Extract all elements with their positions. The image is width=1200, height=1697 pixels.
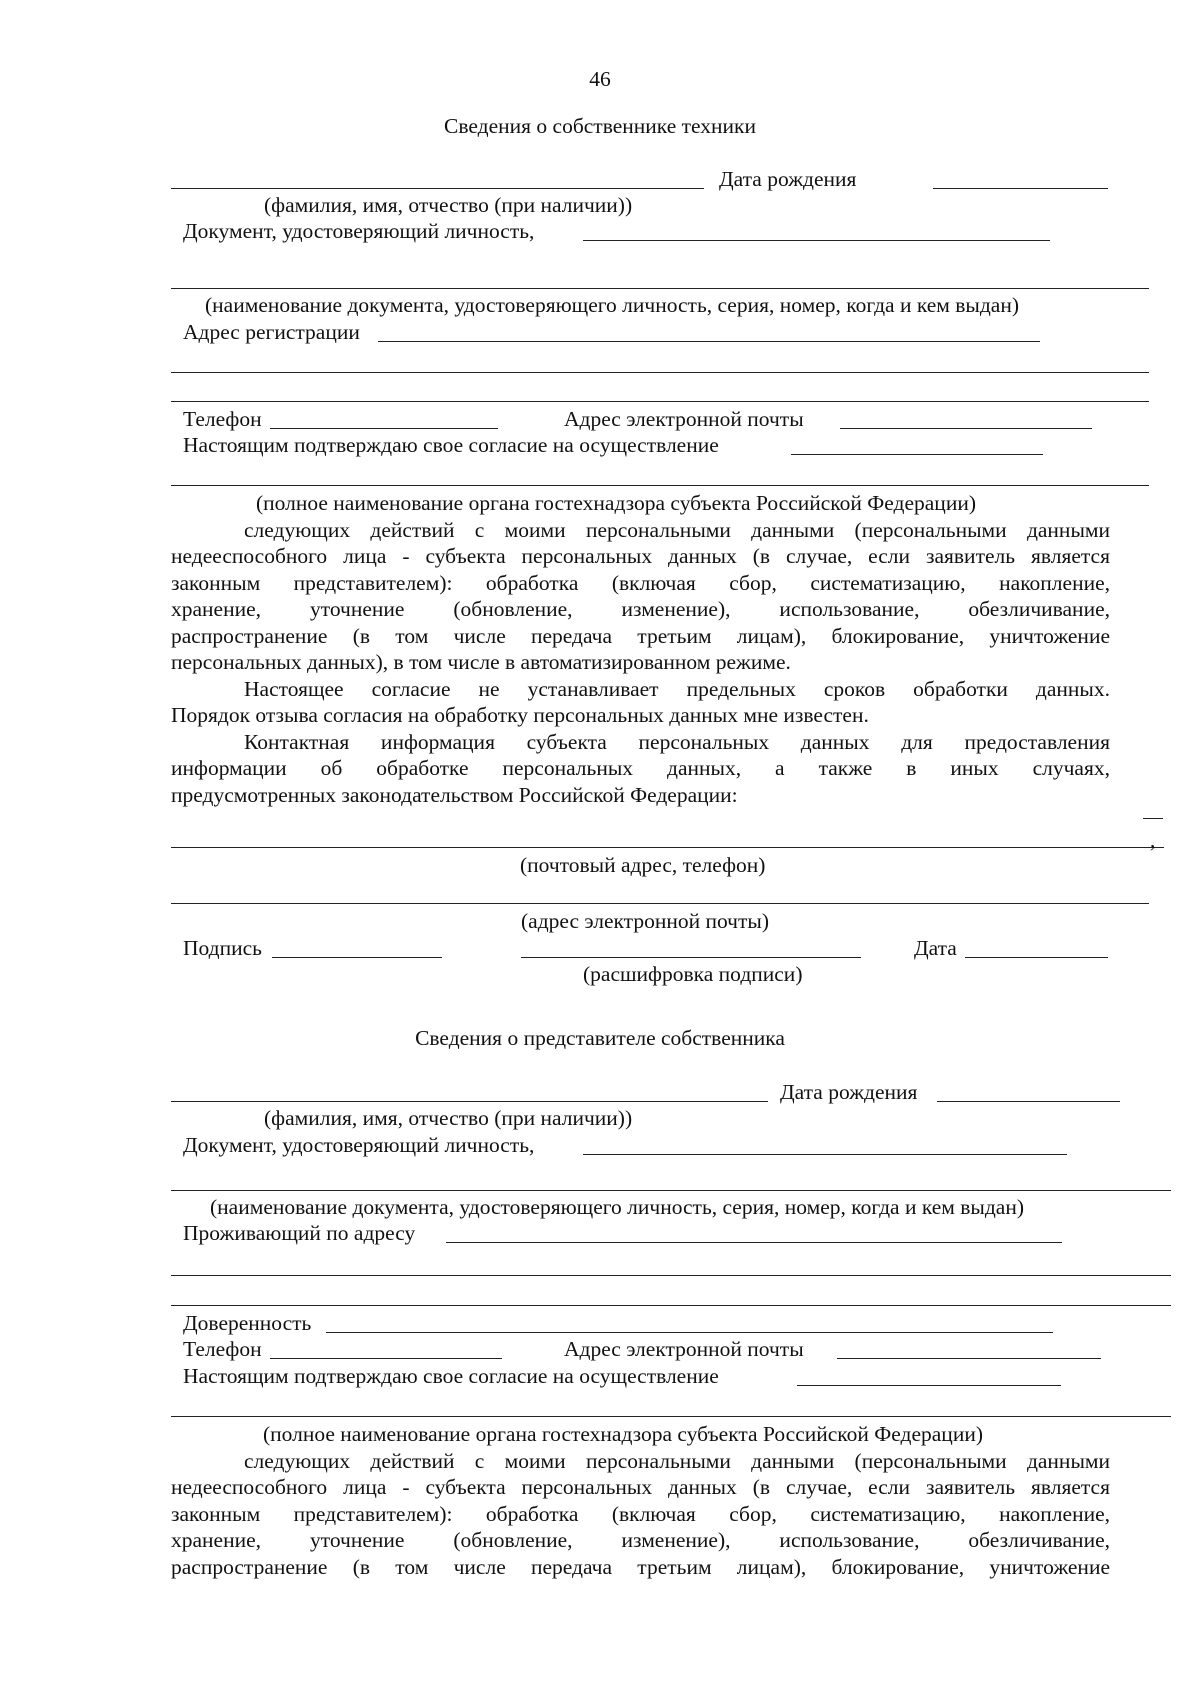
owner-fio-field[interactable] [171,188,704,189]
owner-contact-line-2: информации об обработке персональных данных, а также в иных случаях, [171,756,1110,780]
owner-term-line-1: Настоящее согласие не устанавливает предельных сроков обработки данных. [244,677,1110,701]
owner-birth-field[interactable] [933,188,1108,189]
owner-date-label: Дата [914,936,957,960]
owner-id-doc-field[interactable] [583,240,1050,241]
owner-actions-line-3: законным представителем): обработка (включая сбор, систематизацию, накопление, [171,571,1110,595]
rep-heading: Сведения о представителе собственника [415,1026,785,1050]
rep-email-label: Адрес электронной почты [564,1337,804,1361]
rep-residence-label: Проживающий по адресу [183,1221,416,1245]
rep-phone-field[interactable] [270,1358,502,1359]
owner-signature-field[interactable] [272,957,442,958]
owner-email-label: Адрес электронной почты [564,407,804,431]
rep-authority-caption: (полное наименование органа гостехнадзора субъекта Российской Федерации) [263,1422,983,1446]
owner-actions-line-4: хранение, уточнение (обновление, изменение), использование, обезличивание, [171,597,1110,621]
rep-authority-field[interactable] [171,1416,1171,1417]
owner-reg-address-field-2[interactable] [171,372,1149,373]
owner-id-doc-caption: (наименование документа, удостоверяющего личность, серия, номер, когда и кем выдан) [205,293,1019,317]
rep-actions-line-5: распространение (в том числе передача третьим лицам), блокирование, уничтожение [171,1555,1110,1579]
owner-consent-label: Настоящим подтверждаю свое согласие на осуществление [183,433,719,457]
rep-fio-caption: (фамилия, имя, отчество (при наличии)) [264,1106,633,1130]
owner-term-line-2: Порядок отзыва согласия на обработку персональных данных мне известен. [171,703,869,727]
owner-id-doc-label: Документ, удостоверяющий личность, [183,219,535,243]
owner-phone-field[interactable] [270,428,498,429]
rep-actions-line-1: следующих действий с моими персональными данными (персональными данными [244,1449,1110,1473]
rep-consent-label: Настоящим подтверждаю свое согласие на осуществление [183,1364,719,1388]
rep-actions-line-4: хранение, уточнение (обновление, изменение), использование, обезличивание, [171,1528,1110,1552]
owner-email-caption: (адрес электронной почты) [521,909,769,933]
owner-birth-label: Дата рождения [719,167,857,191]
owner-consent-field[interactable] [791,454,1043,455]
rep-residence-field-2[interactable] [171,1275,1171,1276]
owner-phone-label: Телефон [183,407,262,431]
owner-authority-field[interactable] [171,485,1149,486]
owner-contact-dash [1143,818,1163,819]
owner-email-field[interactable] [840,428,1092,429]
rep-actions-line-3: законным представителем): обработка (включая сбор, систематизацию, накопление, [171,1502,1110,1526]
owner-signature-caption: (расшифровка подписи) [583,962,803,986]
rep-power-of-attorney-field[interactable] [326,1332,1053,1333]
owner-contact-line-1: Контактная информация субъекта персональных данных для предоставления [244,730,1110,754]
rep-id-doc-caption: (наименование документа, удостоверяющего личность, серия, номер, когда и кем выдан) [210,1195,1024,1219]
owner-signature-name-field[interactable] [521,957,861,958]
owner-postal-comma: , [1150,828,1156,852]
owner-date-field[interactable] [965,957,1108,958]
owner-email-contact-field[interactable] [171,903,1149,904]
owner-fio-caption: (фамилия, имя, отчество (при наличии)) [264,193,633,217]
rep-power-of-attorney-label: Доверенность [183,1311,312,1335]
owner-signature-label: Подпись [183,936,262,960]
rep-residence-field-3[interactable] [171,1305,1171,1306]
rep-residence-field[interactable] [446,1242,1062,1243]
rep-phone-label: Телефон [183,1337,262,1361]
owner-authority-caption: (полное наименование органа гостехнадзора субъекта Российской Федерации) [256,491,976,515]
owner-contact-line-3: предусмотренных законодательством Российской Федерации: [171,783,738,807]
rep-id-doc-field[interactable] [583,1154,1067,1155]
owner-reg-address-label: Адрес регистрации [183,320,360,344]
owner-actions-line-2: недееспособного лица - субъекта персональных данных (в случае, если заявитель является [171,544,1110,568]
owner-reg-address-field-3[interactable] [171,401,1149,402]
owner-actions-line-6: персональных данных), в том числе в автоматизированном режиме. [171,650,791,674]
owner-actions-line-5: распространение (в том числе передача третьим лицам), блокирование, уничтожение [171,624,1110,648]
rep-birth-field[interactable] [937,1101,1120,1102]
owner-postal-caption: (почтовый адрес, телефон) [520,853,766,877]
owner-reg-address-field[interactable] [378,341,1040,342]
rep-birth-label: Дата рождения [780,1080,918,1104]
rep-id-doc-label: Документ, удостоверяющий личность, [183,1133,535,1157]
owner-id-doc-field-2[interactable] [171,288,1149,289]
rep-actions-line-2: недееспособного лица - субъекта персональных данных (в случае, если заявитель является [171,1475,1110,1499]
owner-postal-field[interactable] [171,847,1164,848]
page-number: 46 [589,67,611,91]
owner-actions-line-1: следующих действий с моими персональными данными (персональными данными [244,518,1110,542]
rep-email-field[interactable] [837,1358,1101,1359]
rep-fio-field[interactable] [171,1101,768,1102]
owner-heading: Сведения о собственнике техники [444,114,756,138]
rep-id-doc-field-2[interactable] [171,1190,1171,1191]
rep-consent-field[interactable] [797,1385,1061,1386]
